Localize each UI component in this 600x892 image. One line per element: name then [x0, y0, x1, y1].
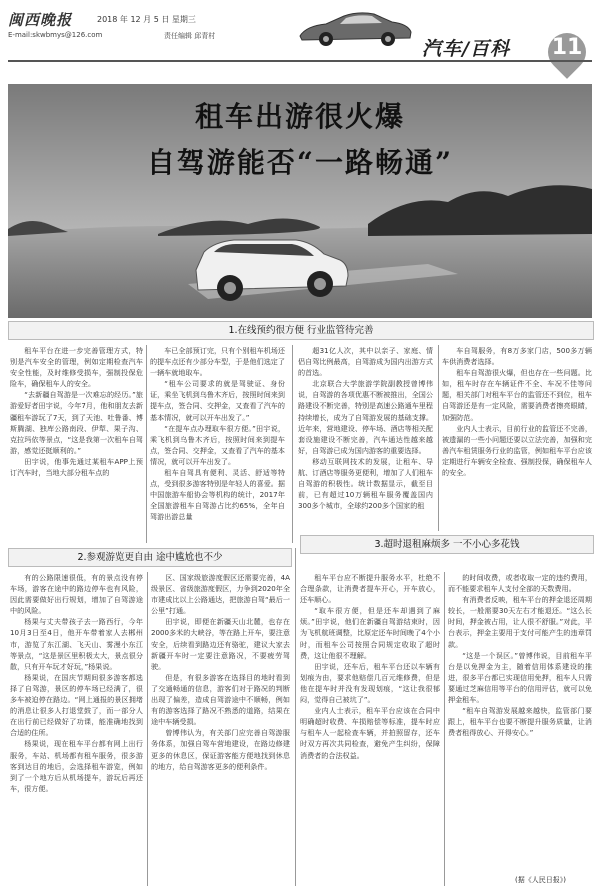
- page-number: 11: [551, 35, 583, 60]
- column-divider: [295, 548, 296, 886]
- paragraph: 车自驾服务，有8万多家门店，500多万辆车供消费者选择。: [442, 346, 592, 367]
- email-address: E-mail:skwbmys@126.com: [8, 31, 103, 39]
- paragraph: 移动互联网技术的发展，让租车、导航、订酒店等服务更便利，增加了人们租车自驾游的积极性。统计数据显示，截至目前，已有超过10万辆租车服务覆盖国内300多个城市，全球约200多个国家的租: [298, 456, 433, 511]
- article-column-2: [150, 345, 285, 543]
- section-heading-3: 3.超时退租麻烦多 一不小心多花钱: [300, 535, 594, 554]
- headline-line-2: 自驾游能否“一路畅通”: [146, 146, 454, 179]
- article-column-7: [300, 572, 440, 886]
- column-divider: [292, 345, 293, 543]
- paragraph: “去新疆自驾游是一次难忘的经历。”旅游爱好者田宇说，今年7月，他和朋友去新疆租车游玩了7天，到了天池、吐鲁番、博斯腾湖、独库公路南段、伊犁、果子沟、克拉玛依等景点，“这是我第一次租车自驾游，感觉还挺顺利的。”: [10, 390, 143, 455]
- article-column-3: [298, 345, 433, 543]
- article-column-8: [448, 572, 592, 886]
- section-heading-2: 2.参观游览更自由 途中尴尬也不少: [8, 548, 292, 567]
- paragraph: 田宇说，还车后，租车平台还以车辆有划痕为由，要求他赔偿几百元维修费，但是他在提车时并没有发现划痕，“这让我很郁闷，觉得自己被坑了”。: [300, 661, 440, 705]
- paragraph: 杨果与丈夫带孩子去一路西行，今年10月3日至4日，他开车带着家人去郴州市，游览了东江湖、飞天山、雾漫小东江等景点，“这是景区里积极太大，景点很分散，只有开车玩才好玩，”杨果说。: [10, 617, 143, 671]
- paragraph: “这是一个误区。”曾博伟说，目前租车平台是以免押金为主，随着信用体系建设的推进，很多平台都已实现信用免押，租车人只需要通过芝麻信用等平台的信用评估，就可以免押金租车。: [448, 650, 592, 705]
- paragraph: 杨果说，在国庆节期间很多游客都选择了自驾游，景区的停车场已经满了，很多车被迫停在路边。“网上通报的景区拥堵的消息让很多人打退堂鼓了，而一部分人在出行前已经做好了功课，能准确地找到合适的住所。: [10, 672, 143, 738]
- column-divider: [146, 345, 147, 543]
- paragraph: 租车自驾具有便利、灵活、舒适等特点，受到很多游客特别是年轻人的喜爱。据中国旅游车船协会等机构的统计，2017年全国旅游租车自驾游占比约65%，全年自驾游出游总量: [150, 468, 285, 522]
- paragraph: 曾博伟认为，有关部门应完善自驾游服务体系，加强自驾车营地建设，在路边修建更多的休息区，保证游客能方便地找到休息的地方，给自驾游客更多的便利条件。: [151, 728, 290, 771]
- paragraph: 租车平台应不断提升服务水平，杜绝不合理条款，让消费者提车开心，开车放心，还车顺心。: [300, 573, 440, 605]
- masthead: 闽西晚报: [8, 11, 73, 29]
- paragraph: 北京联合大学旅游学院副教授曾博伟说，自驾游的各项优惠不断被推出，全国公路建设不断完善，特别是高速公路通车里程持续增长，成为了自驾游发展的基础支撑。近年来，营地建设、停车场、酒店等相关配套设施建设不断完善，汽车通达性越来越好，自驾游已成为国内游客的重要选择。: [298, 379, 433, 455]
- paragraph: 业内人士表示，目前行业的监管还不完善，被遗漏的一些小问题还要以立法完善，加强和完善汽车租赁服务行业的监管，例如租车平台应该定期进行车辆安全检查、强制投保，确保租车人的安全。: [442, 423, 592, 478]
- paragraph: 田宇说，他事先通过某租车APP上预订汽车时，当地大部分租车点的: [10, 456, 143, 478]
- paragraph: 有的公路限速很低，有的景点没有停车场，游客在途中的路边停车也有风险，因此需要做好出行规划，增加了自驾游途中的风险。: [10, 573, 143, 616]
- paragraph: “取车很方便，但是还车却遇到了麻烦。”田宇说，他们在新疆自驾游结束时，因为飞机航班调整，比原定还车时间晚了4个小时，而租车公司按照合同规定收取了超时费，这让他很不理解。: [300, 606, 440, 660]
- paragraph: 杨果说，现在租车平台都有网上出行服务，车站、机场都有租车服务，很多游客到达目的地后，会选择租车游览，例如到了一个地方后从机场提车，游玩后再还车，很方便。: [10, 739, 143, 793]
- paragraph: 但是，有很多游客在选择目的地时看到了交通畅通的信息，游客们对于路况的判断出现了偏差，造成自驾游途中不顺畅，例如有的游客选择了路况不熟悉的道路，结果在途中车辆受损。: [151, 672, 290, 727]
- paragraph: 车已全部预订完，只有个别租车机场还的提车点还有少部分车型，于是他们选定了一辆车就地取车。: [150, 346, 285, 378]
- section-heading-1: 1.在线预约很方便 行业监管待完善: [8, 321, 594, 340]
- paragraph: 超31亿人次，其中以亲子、家庭、情侣自驾比例最高，自驾游成为国内出游方式的首选。: [298, 346, 433, 378]
- header-rule: [8, 60, 592, 62]
- paragraph: 田宇说，即便在新疆天山北麓，也存在2000多米的大峡谷，等在路上开车，要注意安全，后续看到路边还有骆驼，建议大家去新疆开车时一定要注意路况，不要疲劳驾驶。: [151, 617, 290, 671]
- article-column-5: [10, 572, 143, 886]
- sports-car-icon: [296, 6, 414, 50]
- article-column-6: [151, 572, 290, 886]
- paragraph: 租车自驾游很火爆，但也存在一些问题。比如，租车时存在车辆证件不全、车况不佳等问题，相关部门对租车平台的监管还不到位，租车自驾游还是有一定风险，需要消费者擦亮眼睛，加强防范。: [442, 368, 592, 422]
- paragraph: 有消费者反映，租车平台的押金退还周期较长，一般需要30天左右才能退还。“这么长时间，押金被占用，让人很不舒服。”对此，平台表示，押金主要用于支付可能产生的违章罚款。: [448, 595, 592, 649]
- editor-credit: 责任编辑 邱青村: [164, 32, 216, 40]
- source-credit: (据《人民日报》): [515, 876, 566, 884]
- article-column-1: [10, 345, 143, 543]
- column-divider: [444, 572, 445, 886]
- headline-line-1: 租车出游很火爆: [194, 100, 405, 133]
- article-column-4: [442, 345, 592, 543]
- column-divider: [438, 345, 439, 531]
- section-title: 汽车/百科: [422, 38, 510, 60]
- paragraph: 的时间收费，或者收取一定的违约费用，而不能要求租车人支付全部的天数费用。: [448, 573, 592, 594]
- column-divider: [147, 572, 148, 886]
- issue-date: 2018 年 12 月 5 日 星期三: [97, 15, 196, 24]
- paragraph: “租车公司要求的就是驾驶证、身份证，乘坐飞机到乌鲁木齐后，按照时间来到提车点，签合同、交押金，又查看了汽车的基本情况，就可以开车出发了。”: [150, 379, 285, 422]
- paragraph: 区、国家级旅游度假区还需要完善，4A级景区、省级旅游度假区，力争到2020年全市建成比以上公路通达，把旅游自驾“最后一公里”打通。: [151, 573, 290, 616]
- paragraph: 租车平台在进一步完善管理方式，特别是汽车安全的管理，例如定期检查汽车安全性能，及时维修受损车，强制投保危险车，确保租车人的安全。: [10, 346, 143, 389]
- paragraph: “在提车点办理取车很方便。”田宇说，乘飞机到乌鲁木齐后，按照时间来到提车点，签合同、交押金，又查看了汽车的基本情况，就可以开车出发了。: [150, 423, 285, 466]
- paragraph: 业内人士表示，租车平台应该在合同中明确超时收费、车损赔偿等标准，提车时应与租车人一起检查车辆，并拍照留存，还车时双方再次共同检查，避免产生纠纷，保障消费者的合法权益。: [300, 706, 440, 760]
- paragraph: “租车自驾游发展越来越快，监管部门要跟上，租车平台也要不断提升服务质量，让消费者租得放心、开得安心。”: [448, 706, 592, 738]
